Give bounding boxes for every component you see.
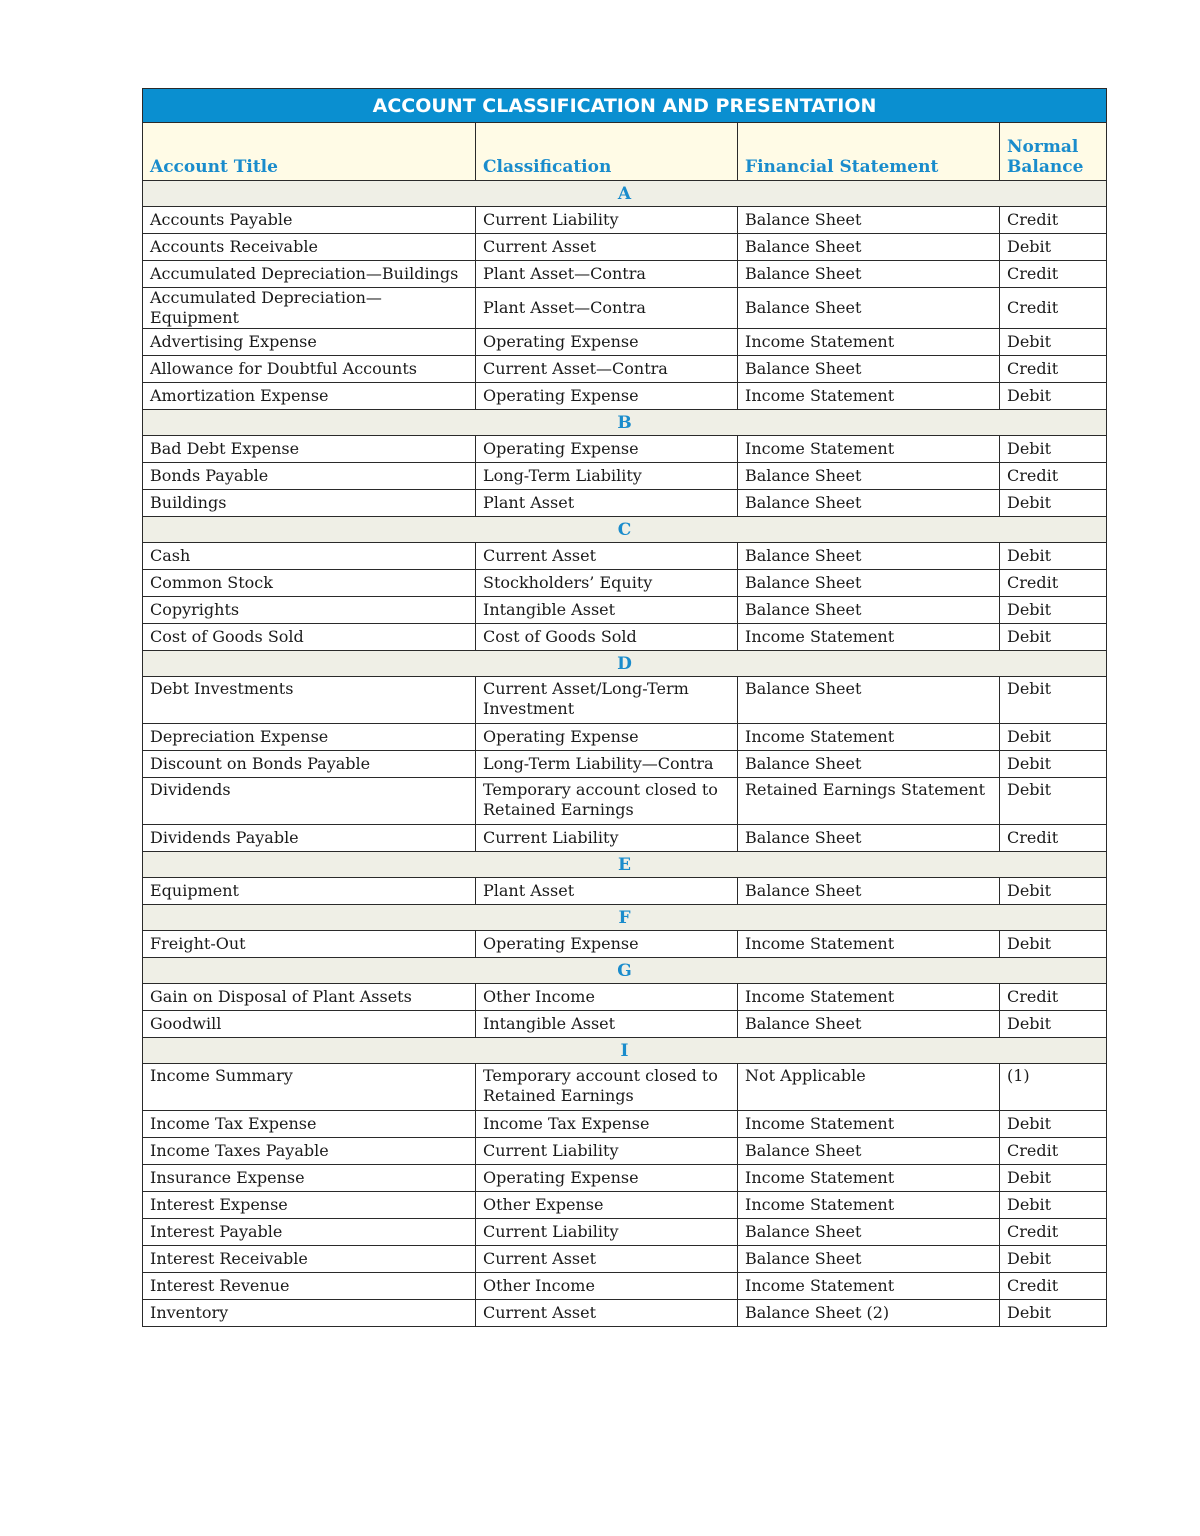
classification-cell: Plant Asset: [476, 878, 738, 905]
classification-cell: Temporary account closed to Retained Earnings: [476, 778, 738, 825]
classification-cell: Cost of Goods Sold: [476, 624, 738, 651]
section-letter-row: [143, 517, 1107, 543]
financial-statement-cell: Balance Sheet: [738, 677, 1000, 724]
account-title-cell: Insurance Expense: [143, 1165, 476, 1192]
account-title-cell: Amortization Expense: [143, 383, 476, 410]
classification-cell: Plant Asset—Contra: [476, 261, 738, 288]
financial-statement-cell: Income Statement: [738, 724, 1000, 751]
account-title-cell: Depreciation Expense: [143, 724, 476, 751]
table-row: [143, 329, 1107, 356]
table-row: [143, 878, 1107, 905]
section-letter-row: [143, 958, 1107, 984]
classification-cell: Intangible Asset: [476, 597, 738, 624]
account-title-cell: Interest Expense: [143, 1192, 476, 1219]
table-row: [143, 1064, 1107, 1111]
account-title-cell: Goodwill: [143, 1011, 476, 1038]
normal-balance-cell: Credit: [1000, 261, 1107, 288]
table-row: [143, 751, 1107, 778]
section-letter: B: [143, 410, 1107, 436]
financial-statement-cell: Income Statement: [738, 931, 1000, 958]
account-title-cell: Income Summary: [143, 1064, 476, 1111]
normal-balance-cell: (1): [1000, 1064, 1107, 1111]
normal-balance-cell: Debit: [1000, 234, 1107, 261]
financial-statement-cell: Balance Sheet: [738, 825, 1000, 852]
financial-statement-cell: Balance Sheet: [738, 751, 1000, 778]
column-header-account-title: Account Title: [143, 123, 476, 181]
financial-statement-cell: Balance Sheet: [738, 288, 1000, 329]
section-letter: E: [143, 852, 1107, 878]
column-header-normal-balance: Normal Balance: [1000, 123, 1107, 181]
classification-cell: Long-Term Liability—Contra: [476, 751, 738, 778]
account-classification-table: [142, 88, 1107, 1327]
financial-statement-cell: Balance Sheet: [738, 878, 1000, 905]
section-letter-row: [143, 905, 1107, 931]
table-body: [143, 181, 1107, 1327]
account-title-cell: Freight-Out: [143, 931, 476, 958]
account-title-cell: Interest Revenue: [143, 1273, 476, 1300]
normal-balance-cell: Debit: [1000, 329, 1107, 356]
normal-balance-cell: Debit: [1000, 383, 1107, 410]
normal-balance-cell: Credit: [1000, 1219, 1107, 1246]
normal-balance-cell: Debit: [1000, 1192, 1107, 1219]
section-letter: G: [143, 958, 1107, 984]
section-letter-row: [143, 852, 1107, 878]
normal-balance-cell: Debit: [1000, 624, 1107, 651]
column-header-row: [143, 123, 1107, 181]
classification-cell: Operating Expense: [476, 724, 738, 751]
normal-balance-cell: Debit: [1000, 724, 1107, 751]
account-title-cell: Buildings: [143, 490, 476, 517]
normal-balance-cell: Debit: [1000, 436, 1107, 463]
table-row: [143, 288, 1107, 329]
account-title-cell: Dividends Payable: [143, 825, 476, 852]
financial-statement-cell: Income Statement: [738, 1273, 1000, 1300]
classification-cell: Operating Expense: [476, 383, 738, 410]
table-row: [143, 1273, 1107, 1300]
table-row: [143, 624, 1107, 651]
normal-balance-cell: Debit: [1000, 1165, 1107, 1192]
normal-balance-cell: Credit: [1000, 207, 1107, 234]
financial-statement-cell: Balance Sheet: [738, 1138, 1000, 1165]
classification-cell: Operating Expense: [476, 931, 738, 958]
normal-balance-cell: Debit: [1000, 1011, 1107, 1038]
classification-cell: Stockholders’ Equity: [476, 570, 738, 597]
table-row: [143, 383, 1107, 410]
account-title-cell: Copyrights: [143, 597, 476, 624]
section-letter: A: [143, 181, 1107, 207]
financial-statement-cell: Balance Sheet: [738, 1219, 1000, 1246]
account-title-cell: Bad Debt Expense: [143, 436, 476, 463]
section-letter-row: [143, 1038, 1107, 1064]
account-title-cell: Gain on Disposal of Plant Assets: [143, 984, 476, 1011]
table-row: [143, 490, 1107, 517]
classification-cell: Operating Expense: [476, 436, 738, 463]
financial-statement-cell: Balance Sheet: [738, 463, 1000, 490]
classification-cell: Current Liability: [476, 1219, 738, 1246]
normal-balance-cell: Credit: [1000, 463, 1107, 490]
table-row: [143, 463, 1107, 490]
table-row: [143, 597, 1107, 624]
classification-cell: Plant Asset—Contra: [476, 288, 738, 329]
table-row: [143, 825, 1107, 852]
account-title-cell: Accumulated Depreciation—Buildings: [143, 261, 476, 288]
account-title-cell: Accumulated Depreciation—Equipment: [143, 288, 476, 329]
column-header-classification: Classification: [476, 123, 738, 181]
account-title-cell: Accounts Payable: [143, 207, 476, 234]
normal-balance-cell: Debit: [1000, 878, 1107, 905]
financial-statement-cell: Balance Sheet: [738, 234, 1000, 261]
classification-cell: Other Income: [476, 1273, 738, 1300]
financial-statement-cell: Income Statement: [738, 1192, 1000, 1219]
normal-balance-cell: Credit: [1000, 984, 1107, 1011]
financial-statement-cell: Balance Sheet: [738, 1246, 1000, 1273]
classification-cell: Operating Expense: [476, 329, 738, 356]
table-row: [143, 677, 1107, 724]
normal-balance-cell: Credit: [1000, 356, 1107, 383]
classification-cell: Long-Term Liability: [476, 463, 738, 490]
section-letter: C: [143, 517, 1107, 543]
table-row: [143, 1165, 1107, 1192]
table-row: [143, 234, 1107, 261]
table-row: [143, 356, 1107, 383]
classification-cell: Temporary account closed to Retained Earnings: [476, 1064, 738, 1111]
normal-balance-cell: Debit: [1000, 778, 1107, 825]
table-row: [143, 207, 1107, 234]
classification-cell: Current Liability: [476, 1138, 738, 1165]
account-title-cell: Dividends: [143, 778, 476, 825]
financial-statement-cell: Income Statement: [738, 436, 1000, 463]
section-letter-row: [143, 181, 1107, 207]
classification-cell: Other Income: [476, 984, 738, 1011]
account-title-cell: Equipment: [143, 878, 476, 905]
classification-cell: Plant Asset: [476, 490, 738, 517]
normal-balance-cell: Credit: [1000, 288, 1107, 329]
normal-balance-cell: Debit: [1000, 1246, 1107, 1273]
classification-cell: Operating Expense: [476, 1165, 738, 1192]
financial-statement-cell: Balance Sheet: [738, 490, 1000, 517]
classification-cell: Income Tax Expense: [476, 1111, 738, 1138]
financial-statement-cell: Balance Sheet: [738, 543, 1000, 570]
account-title-cell: Cash: [143, 543, 476, 570]
account-title-cell: Debt Investments: [143, 677, 476, 724]
account-title-cell: Advertising Expense: [143, 329, 476, 356]
table-row: [143, 436, 1107, 463]
financial-statement-cell: Income Statement: [738, 624, 1000, 651]
financial-statement-cell: Balance Sheet: [738, 207, 1000, 234]
financial-statement-cell: Income Statement: [738, 1111, 1000, 1138]
financial-statement-cell: Income Statement: [738, 984, 1000, 1011]
account-title-cell: Inventory: [143, 1300, 476, 1327]
financial-statement-cell: Income Statement: [738, 1165, 1000, 1192]
account-title-cell: Discount on Bonds Payable: [143, 751, 476, 778]
account-title-cell: Bonds Payable: [143, 463, 476, 490]
financial-statement-cell: Balance Sheet (2): [738, 1300, 1000, 1327]
normal-balance-cell: Credit: [1000, 825, 1107, 852]
classification-cell: Current Asset—Contra: [476, 356, 738, 383]
table-title-row: [143, 89, 1107, 123]
financial-statement-cell: Income Statement: [738, 329, 1000, 356]
classification-cell: Intangible Asset: [476, 1011, 738, 1038]
normal-balance-cell: Debit: [1000, 543, 1107, 570]
account-title-cell: Accounts Receivable: [143, 234, 476, 261]
classification-cell: Current Asset: [476, 1300, 738, 1327]
classification-cell: Current Liability: [476, 825, 738, 852]
financial-statement-cell: Balance Sheet: [738, 1011, 1000, 1038]
financial-statement-cell: Income Statement: [738, 383, 1000, 410]
account-title-cell: Common Stock: [143, 570, 476, 597]
table-row: [143, 778, 1107, 825]
classification-cell: Other Expense: [476, 1192, 738, 1219]
normal-balance-cell: Debit: [1000, 677, 1107, 724]
classification-cell: Current Asset/Long-Term Investment: [476, 677, 738, 724]
financial-statement-cell: Balance Sheet: [738, 570, 1000, 597]
financial-statement-cell: Not Applicable: [738, 1064, 1000, 1111]
column-header-financial-statement: Financial Statement: [738, 123, 1000, 181]
table-row: [143, 724, 1107, 751]
table-row: [143, 1138, 1107, 1165]
table-row: [143, 931, 1107, 958]
classification-cell: Current Asset: [476, 1246, 738, 1273]
table-row: [143, 1011, 1107, 1038]
table-title: ACCOUNT CLASSIFICATION AND PRESENTATION: [143, 89, 1107, 123]
table-row: [143, 543, 1107, 570]
table-row: [143, 1300, 1107, 1327]
section-letter-row: [143, 410, 1107, 436]
normal-balance-cell: Credit: [1000, 570, 1107, 597]
normal-balance-cell: Debit: [1000, 1111, 1107, 1138]
section-letter: I: [143, 1038, 1107, 1064]
classification-cell: Current Asset: [476, 543, 738, 570]
financial-statement-cell: Balance Sheet: [738, 261, 1000, 288]
classification-cell: Current Asset: [476, 234, 738, 261]
normal-balance-cell: Debit: [1000, 1300, 1107, 1327]
normal-balance-cell: Credit: [1000, 1138, 1107, 1165]
table-row: [143, 1219, 1107, 1246]
account-title-cell: Cost of Goods Sold: [143, 624, 476, 651]
account-title-cell: Income Tax Expense: [143, 1111, 476, 1138]
normal-balance-cell: Credit: [1000, 1273, 1107, 1300]
account-title-cell: Allowance for Doubtful Accounts: [143, 356, 476, 383]
financial-statement-cell: Balance Sheet: [738, 356, 1000, 383]
table-row: [143, 1111, 1107, 1138]
account-title-cell: Interest Payable: [143, 1219, 476, 1246]
financial-statement-cell: Balance Sheet: [738, 597, 1000, 624]
normal-balance-cell: Debit: [1000, 751, 1107, 778]
financial-statement-cell: Retained Earnings Statement: [738, 778, 1000, 825]
section-letter: D: [143, 651, 1107, 677]
normal-balance-cell: Debit: [1000, 490, 1107, 517]
account-title-cell: Interest Receivable: [143, 1246, 476, 1273]
section-letter: F: [143, 905, 1107, 931]
normal-balance-cell: Debit: [1000, 931, 1107, 958]
section-letter-row: [143, 651, 1107, 677]
table-row: [143, 1192, 1107, 1219]
table-row: [143, 1246, 1107, 1273]
table-row: [143, 984, 1107, 1011]
normal-balance-cell: Debit: [1000, 597, 1107, 624]
table-row: [143, 570, 1107, 597]
table-row: [143, 261, 1107, 288]
account-title-cell: Income Taxes Payable: [143, 1138, 476, 1165]
classification-cell: Current Liability: [476, 207, 738, 234]
